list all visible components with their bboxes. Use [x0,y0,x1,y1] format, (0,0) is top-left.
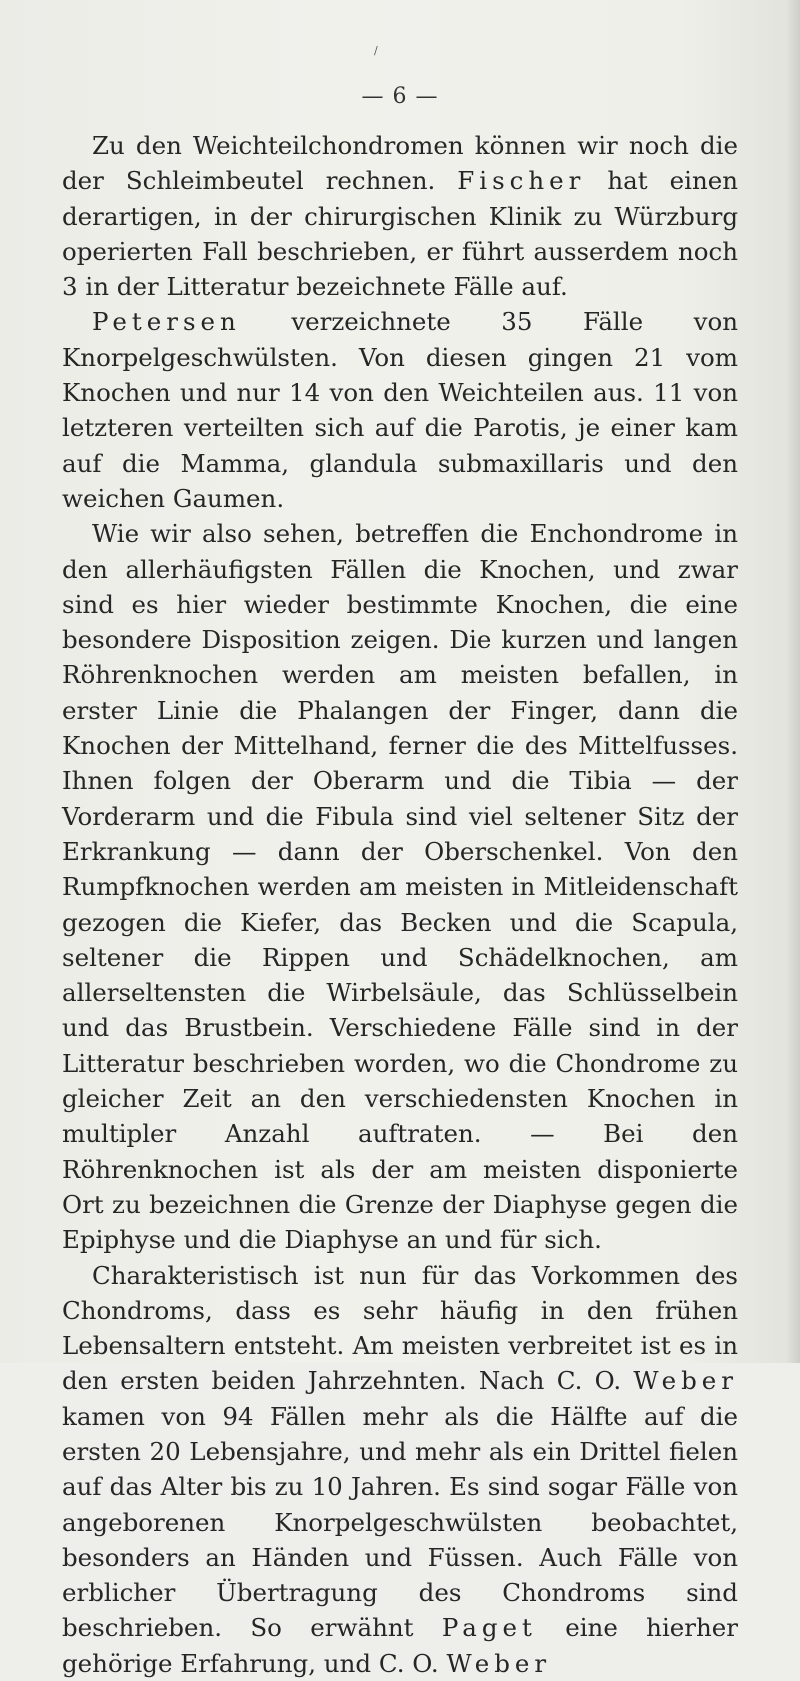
paragraph-1 [62,128,738,304]
author-name: Petersen [92,307,241,336]
page-edge-shadow [786,0,800,1363]
text-run: verzeichnete 35 Fälle von Knorpelgeschwülsten. Von diesen gingen 21 vom Knochen und nur 14 von den Weichteilen aus. 11 von letzteren verteilten sich auf die Parotis, je einer kam auf die Mamma, glandula submaxillaris und den weichen Gaumen. [62,307,738,512]
text-run: Zu den Weichteilchondromen können wir noch die der Schleimbeutel rechnen. [62,131,738,195]
page-number: — 6 — [0,84,800,109]
text-run: Charakteristisch ist nun für das Vorkommen des Chondroms, dass es sehr häufig in den frühen Lebensaltern entsteht. Am meisten verbreitet ist es in den ersten beiden Jahrzehnten. Nach C. O. [62,1261,738,1396]
author-name: Weber [447,1649,552,1678]
paragraph-4 [62,1258,738,1681]
text-run: eine hierher gehörige Erfahrung, und C. O. [62,1613,738,1677]
body-text [62,128,738,1681]
paragraph-3 [62,516,738,1257]
paragraph-2 [62,304,738,516]
text-run: Wie wir also sehen, betreffen die Enchondrome in den allerhäufigsten Fällen die Knochen, und zwar sind es hier wieder bestimmte Knochen, die eine besondere Disposition zeigen. Die kurzen und langen Röhrenknochen werden am meisten befallen, in erster Linie die Phalangen der Finger, dann die Knochen der Mittelhand, ferner die des Mittelfusses. Ihnen folgen der Oberarm und die Tibia — der Vorderarm und die Fibula sind viel seltener Sitz der Erkrankung — dann der Oberschenkel. Von den Rumpfknochen werden am meisten in Mitleidenschaft gezogen die Kiefer, das Becken und die Scapula, seltener die Rippen und Schädelknochen, am allerseltensten die Wirbelsäule, das Schlüsselbein und das Brustbein. Verschiedene Fälle sind in der Litteratur beschrieben worden, wo die Chondrome zu gleicher Zeit an den verschiedensten Knochen in multipler Anzahl auftraten. — Bei den Röhrenknochen ist als der am meisten disponierte Ort zu bezeichnen die Grenze der Diaphyse gegen die Epiphyse und die Diaphyse an und für sich. [62,519,738,1254]
ink-speck: / [374,44,378,57]
text-run: hat einen derartigen, in der chirurgischen Klinik zu Würzburg operierten Fall beschrieben, er führt ausserdem noch 3 in der Litteratur bezeichnete Fälle auf. [62,166,738,301]
author-name: Fischer [457,166,585,195]
author-name: Weber [633,1366,738,1395]
text-run: kamen von 94 Fällen mehr als die Hälfte auf die ersten 20 Lebensjahre, und mehr als ein Drittel fielen auf das Alter bis zu 10 Jahren. Es sind sogar Fälle von angeborenen Knorpelgeschwülsten beobachtet, besonders an Händen und Füssen. Auch Fälle von erblicher Übertragung des Chondroms sind beschrieben. So erwähnt [62,1402,738,1643]
author-name: Paget [442,1613,537,1642]
